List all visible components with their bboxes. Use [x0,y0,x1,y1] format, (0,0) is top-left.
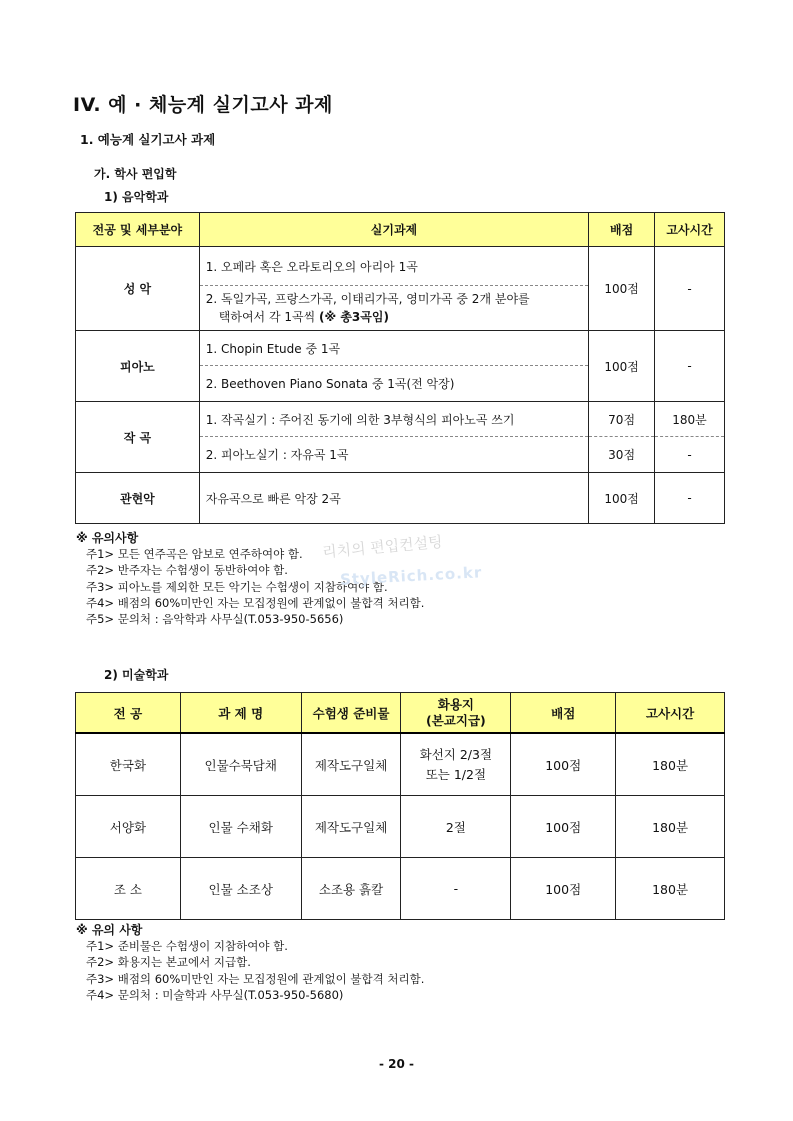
piano-score: 100점 [589,331,655,402]
composition-score-1: 70점 [589,402,655,437]
header-time: 고사시간 [616,693,725,734]
vocal-task-2-text: 택하여서 각 1곡씩 [218,310,320,324]
table-row [76,331,725,366]
time-cell: 180분 [616,858,725,920]
composition-time-1: 180분 [655,402,725,437]
header-task: 과 제 명 [180,693,301,734]
paper-line2: 또는 1/2절 [425,766,487,782]
task-cell: 인물수묵담채 [180,733,301,796]
major-vocal: 성 악 [76,247,200,331]
vocal-task-2-note: (※ 총3곡임) [319,310,389,324]
art-notes-title: ※ 유의 사항 [76,923,143,937]
header-paper [401,693,511,734]
header-major: 전 공 [76,693,181,734]
table-header-row [76,213,725,247]
header-task: 실기과제 [199,213,588,247]
orchestra-time: - [655,473,725,524]
subsection-heading: 가. 학사 편입학 [94,167,177,181]
section-heading: 1. 예능계 실기고사 과제 [80,132,216,147]
vocal-score: 100점 [589,247,655,331]
vocal-task-1: 1. 오페라 혹은 오라토리오의 아리아 1곡 [199,247,588,286]
time-cell: 180분 [616,796,725,858]
composition-time-2: - [655,437,725,473]
music-notes-title: ※ 유의사항 [76,531,139,545]
composition-score-2: 30점 [589,437,655,473]
header-score: 배점 [589,213,655,247]
note-line: 주3> 배점의 60%미만인 자는 모집정원에 관계없이 불합격 처리함. [86,971,425,986]
time-cell: 180분 [616,733,725,796]
score-cell: 100점 [511,796,616,858]
score-cell: 100점 [511,733,616,796]
table-row [76,796,725,858]
major-piano: 피아노 [76,331,200,402]
page-title: IV. 예 · 체능계 실기고사 과제 [73,94,333,116]
prep-cell: 소조용 흙칼 [301,858,401,920]
paper-cell: - [401,858,511,920]
major-cell: 서양화 [76,796,181,858]
table-row [76,858,725,920]
table-row [76,733,725,796]
major-cell: 한국화 [76,733,181,796]
art-notes [76,922,424,1003]
major-composition: 작 곡 [76,402,200,473]
composition-task-2: 2. 피아노실기 : 자유곡 1곡 [199,437,588,473]
header-paper-line2: (본교지급) [426,712,486,728]
header-paper-line1: 화용지 [437,696,474,712]
page-number: - 20 - [378,1057,414,1071]
piano-time: - [655,331,725,402]
vocal-task-2-line2 [206,308,588,326]
score-cell: 100점 [511,858,616,920]
table-header-row [76,693,725,734]
vocal-task-2 [199,286,588,331]
paper-line1: 화선지 2/3절 [419,746,493,762]
major-orchestra: 관현악 [76,473,200,524]
note-line: 주2> 반주자는 수험생이 동반하여야 함. [86,563,288,578]
table-row [76,247,725,286]
art-dept-heading: 2) 미술학과 [104,668,169,682]
header-major: 전공 및 세부분야 [76,213,200,247]
table-row [76,473,725,524]
task-cell: 인물 소조상 [180,858,301,920]
art-exam-table [75,692,725,920]
music-exam-table [75,212,725,524]
table-row [76,402,725,437]
note-line: 주4> 배점의 60%미만인 자는 모집정원에 관계없이 불합격 처리함. [86,595,425,610]
header-time: 고사시간 [655,213,725,247]
note-line: 주3> 피아노를 제외한 모든 악기는 수험생이 지참하여야 함. [86,579,388,594]
paper-cell: 2절 [401,796,511,858]
vocal-task-2-line1: 2. 독일가곡, 프랑스가곡, 이태리가곡, 영미가곡 중 2개 분야를 [205,292,530,306]
note-line: 주4> 문의처 : 미술학과 사무실(T.053-950-5680) [86,987,344,1002]
watermark-url: StyleRich.co.kr [339,563,483,589]
header-score: 배점 [511,693,616,734]
piano-task-1: 1. Chopin Etude 중 1곡 [199,331,588,366]
prep-cell: 제작도구일체 [301,796,401,858]
music-dept-heading: 1) 음악학과 [104,190,169,204]
major-cell: 조 소 [76,858,181,920]
piano-task-2: 2. Beethoven Piano Sonata 중 1곡(전 악장) [199,366,588,402]
task-cell: 인물 수채화 [180,796,301,858]
paper-cell [401,733,511,796]
note-line: 주2> 화용지는 본교에서 지급함. [86,955,251,970]
orchestra-score: 100점 [589,473,655,524]
composition-task-1: 1. 작곡실기 : 주어진 동기에 의한 3부형식의 피아노곡 쓰기 [199,402,588,437]
note-line: 주1> 준비물은 수험생이 지참하여야 함. [86,939,288,954]
vocal-time: - [655,247,725,331]
header-prep: 수험생 준비물 [301,693,401,734]
watermark-text: 리치의 편입컨설팅 [321,532,444,562]
note-line: 주1> 모든 연주곡은 암보로 연주하여야 함. [86,547,303,562]
orchestra-task: 자유곡으로 빠른 악장 2곡 [199,473,588,524]
note-line: 주5> 문의처 : 음악학과 사무실(T.053-950-5656) [86,612,344,627]
prep-cell: 제작도구일체 [301,733,401,796]
